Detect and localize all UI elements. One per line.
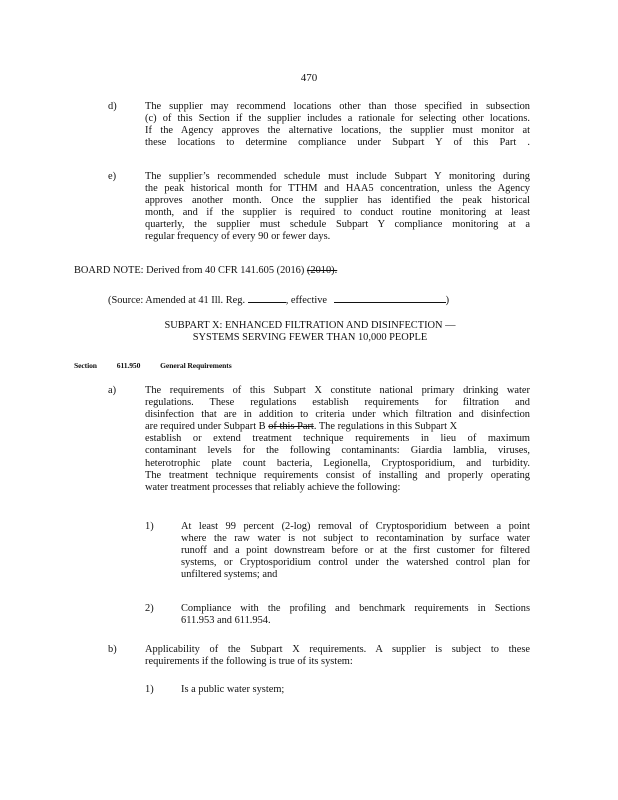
item-e-line-2: the peak historical month for TTHM and HAA5 concentration, unless the Agency bbox=[145, 183, 530, 195]
board-note-text: BOARD NOTE: Derived from 40 CFR 141.605 (2016) bbox=[74, 265, 305, 276]
item-a-sub1-line-4: systems, or Cryptosporidium control under the watershed control plan for bbox=[181, 557, 530, 569]
item-a-line-8: The treatment technique requirements consist of installing and properly operating bbox=[145, 469, 530, 481]
item-e-label: e) bbox=[108, 171, 117, 182]
item-d-text bbox=[145, 101, 530, 149]
item-b-line-1: Applicability of the Subpart X requirements. A supplier is subject to these bbox=[145, 644, 530, 655]
item-d-line-1: The supplier may recommend locations other than those specified in subsection bbox=[145, 101, 530, 112]
section-number: 611.950 bbox=[116, 361, 141, 370]
item-b-sub1-label: 1) bbox=[145, 684, 154, 695]
source-suffix: ) bbox=[445, 295, 450, 306]
item-a-line-1: The requirements of this Subpart X constitute national primary drinking water bbox=[145, 385, 530, 396]
item-a-sub1-line-3: runoff and a point downstream before or at the first customer for filtered bbox=[181, 545, 530, 557]
item-a-text bbox=[145, 385, 530, 494]
item-e-line-5: quarterly, the supplier must schedule Subpart Y compliance monitoring at a bbox=[145, 219, 530, 231]
item-a-sub1-line-5: unfiltered systems; and bbox=[181, 569, 278, 581]
subpart-title-line-1: SUBPART X: ENHANCED FILTRATION AND DISINFECTION — bbox=[164, 320, 456, 331]
item-b-text bbox=[145, 644, 530, 668]
item-e-line-6: regular frequency of every 90 or fewer days. bbox=[145, 231, 331, 243]
item-d-line-4: these locations to determine compliance under Subpart Y of this Part . bbox=[145, 137, 530, 149]
item-a-label: a) bbox=[108, 385, 117, 396]
item-a-sub2-line-1: Compliance with the profiling and benchmark requirements in Sections bbox=[181, 603, 530, 614]
item-e-line-3: approves another month. Once the supplier has identified the peak historical bbox=[145, 195, 530, 207]
item-e-line-1: The supplier’s recommended schedule must include Subpart Y monitoring during bbox=[145, 171, 530, 182]
item-a-line-4 bbox=[145, 421, 530, 433]
section-word: Section bbox=[74, 361, 97, 370]
source-prefix: (Source: Amended at 41 Ill. Reg. bbox=[108, 295, 246, 306]
item-a-line-7: heterotrophic plate count bacteria, Legionella, Cryptosporidium, and turbidity. bbox=[145, 457, 530, 469]
effective-blank bbox=[334, 292, 446, 303]
item-a-sub2-line-2: 611.953 and 611.954. bbox=[181, 615, 271, 627]
item-d-line-2: (c) of this Section if the supplier includes a rationale for selecting other locations. bbox=[145, 113, 530, 125]
item-a-sub1-text bbox=[181, 521, 530, 581]
board-note bbox=[74, 265, 337, 277]
item-a-line-6: contaminant levels for the following contaminants: Giardia lamblia, viruses, bbox=[145, 445, 530, 457]
item-a-sub2-text bbox=[181, 603, 530, 627]
item-a-sub1-label: 1) bbox=[145, 521, 154, 532]
source-middle: , effective bbox=[285, 295, 328, 306]
item-b-line-2: requirements if the following is true of its system: bbox=[145, 656, 353, 668]
item-a-line-2: regulations. These regulations establish requirements for filtration and bbox=[145, 397, 530, 409]
item-a-line-4-struck: of this Part bbox=[268, 421, 314, 433]
subpart-title bbox=[110, 320, 510, 344]
subpart-title-line-2: SYSTEMS SERVING FEWER THAN 10,000 PEOPLE bbox=[192, 332, 428, 344]
item-a-sub2-label: 2) bbox=[145, 603, 154, 614]
item-a-line-5: establish or extend treatment technique requirements in lieu of maximum bbox=[145, 433, 530, 445]
board-note-struck: (2010). bbox=[306, 265, 338, 276]
item-d-line-3: If the Agency approves the alternative locations, the supplier must monitor at bbox=[145, 125, 530, 137]
item-a-line-3: disinfection that are in addition to criteria under which filtration and disinfection bbox=[145, 409, 530, 421]
section-heading bbox=[74, 360, 250, 372]
item-e-line-4: month, and if the supplier is required to conduct routine monitoring at least bbox=[145, 207, 530, 219]
section-title: General Requirements bbox=[160, 361, 232, 370]
item-a-sub1-line-2: where the raw water is not subject to recontamination by surface water bbox=[181, 533, 530, 545]
source-line bbox=[108, 292, 449, 307]
item-e-text bbox=[145, 171, 530, 244]
page-number: 470 bbox=[300, 72, 318, 84]
item-d-label: d) bbox=[108, 101, 117, 112]
reg-blank bbox=[248, 292, 286, 303]
item-b-sub1-text: Is a public water system; bbox=[181, 684, 285, 695]
item-a-line-4-rest: . The regulations in this Subpart X bbox=[313, 421, 458, 433]
item-a-line-9: water treatment processes that reliably achieve the following: bbox=[145, 481, 401, 493]
item-b-label: b) bbox=[108, 644, 117, 655]
item-a-line-4-start: are required under Subpart B bbox=[145, 421, 266, 433]
item-a-sub1-line-1: At least 99 percent (2-log) removal of Cryptosporidium between a point bbox=[181, 521, 530, 532]
